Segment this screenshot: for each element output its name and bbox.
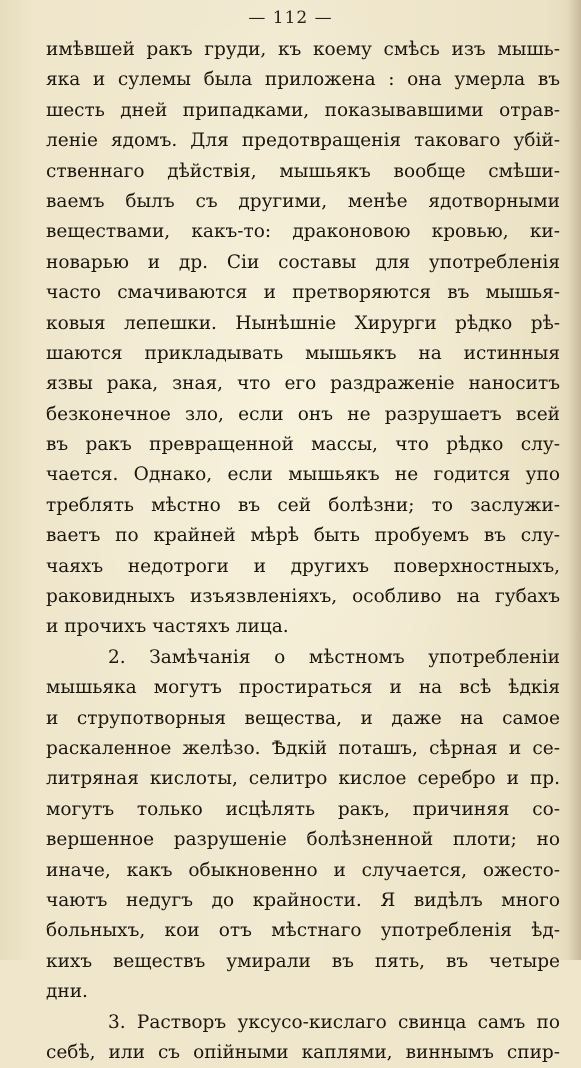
text-line: литряная кислоты, селитро кислое серебро и пр. (46, 768, 560, 790)
text-line: дни. (46, 981, 88, 1003)
text-line: яка и сулемы была приложена : она умерла въ (46, 69, 560, 91)
text-line: шаются прикладывать мышьякъ на истинныя (46, 342, 560, 364)
text-line: имѣвшей ракъ груди, къ коему смѣсь изъ мышь- (46, 39, 560, 60)
text-line: и прочихъ частяхъ лица. (46, 616, 289, 638)
text-line: иначе, какъ обыкновенно и случается, ожесто- (46, 859, 560, 881)
text-line: шесть дней припадками, показывавшими отрав- (46, 99, 560, 121)
text-line: безконечное зло, если онъ не разрушаетъ всей (46, 403, 560, 425)
text-line: ваетъ по крайней мѣрѣ быть пробуемъ въ слу- (46, 525, 560, 547)
page-number: — 112 — (248, 8, 333, 28)
text-line: треблять мѣстно въ сей болѣзни; то заслужи- (46, 494, 560, 516)
text-line: веществами, какъ-то: драконовою кровью, ки- (46, 221, 560, 243)
body-text (46, 35, 560, 1068)
text-line: ваемъ былъ съ другими, менѣе ядотворными (46, 190, 560, 212)
text-line: себѣ, или съ опійными каплями, виннымъ спир- (46, 1041, 560, 1063)
text-line: раскаленное желѣзо. Ѣдкій поташъ, сѣрная и се- (46, 737, 560, 759)
text-line: чается. Однако, если мышьякъ не годится упо (46, 464, 560, 486)
text-line: новарью и др. Сіи составы для употребленія (46, 251, 560, 273)
text-line: чаютъ недугъ до крайности. Я видѣлъ много (46, 889, 560, 911)
text-line: часто смачиваются и претворяются въ мышья- (46, 282, 560, 304)
text-line: кихъ веществъ умирали въ пять, въ четыре (46, 950, 560, 972)
text-line: и струпотворныя вещества, и даже на самое (46, 707, 560, 729)
paragraph-start-line: 3. Растворъ уксусо-кислаго свинца самъ по (108, 1011, 560, 1033)
paragraph-start-line: 2. Замѣчанія о мѣстномъ употребленіи (108, 646, 560, 668)
text-line: чаяхъ недотроги и другихъ поверхностныхъ, (46, 555, 560, 577)
text-line: язвы рака, зная, что его раздраженіе наноситъ (46, 373, 560, 395)
text-line: вершенное разрушеніе болѣзненной плоти; но (46, 829, 560, 851)
text-line: мышьяка могутъ простираться и на всѣ ѣдкія (46, 677, 560, 699)
text-line: въ ракъ превращенной массы, что рѣдко слу- (46, 434, 560, 456)
text-line: раковидныхъ изъязвленіяхъ, особливо на губахъ (46, 586, 560, 608)
text-line: ковыя лепешки. Нынѣшніе Хирурги рѣдко рѣ- (46, 312, 560, 334)
text-line: больныхъ, кои отъ мѣстнаго употребленія ѣд- (46, 920, 560, 942)
text-line: могутъ только исцѣлять ракъ, причиняя со- (46, 798, 560, 820)
text-line: леніе ядомъ. Для предотвращенія таковаго убій- (46, 130, 560, 152)
text-line: ственнаго дѣйствія, мышьякъ вообще смѣши- (46, 160, 560, 182)
page-edge-shadow (567, 0, 581, 960)
